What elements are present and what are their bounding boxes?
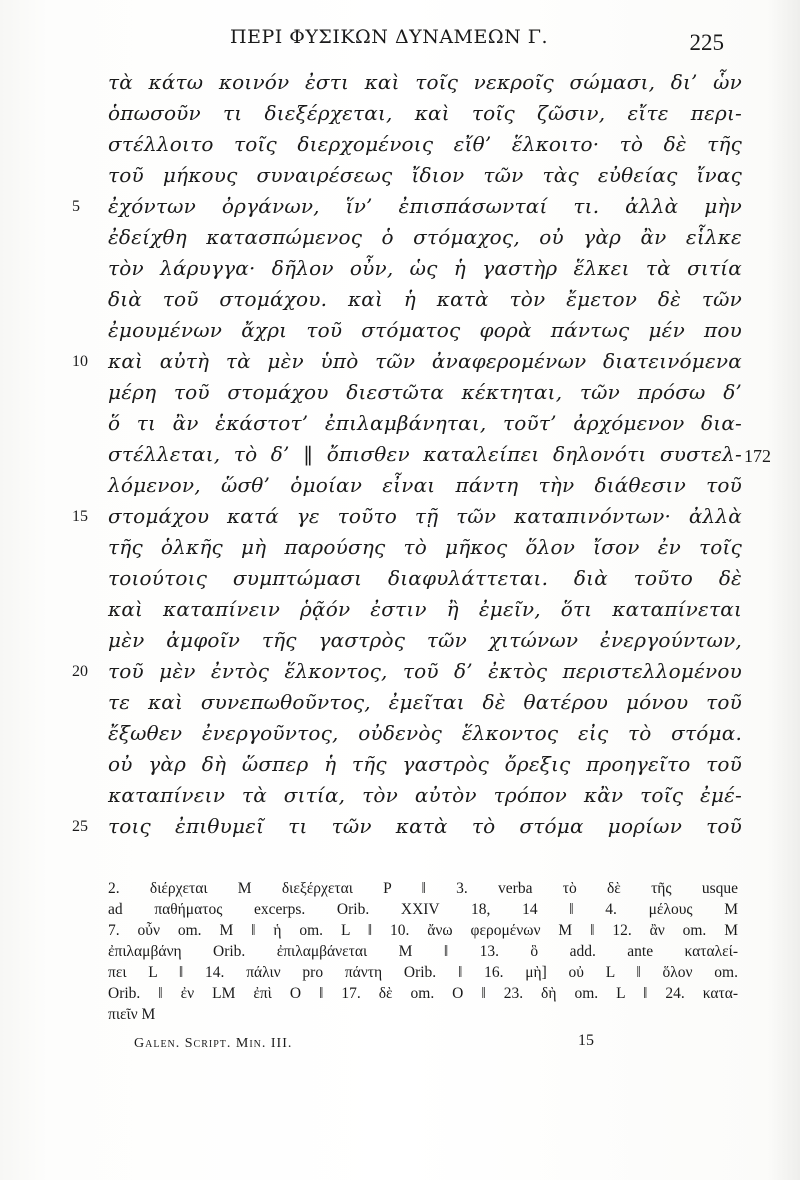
apparatus-line: 7. οὖν om. M ‖ ἡ om. L ‖ 10. ἄνω φερομένων M ‖ 12. ἂν om. M xyxy=(108,922,738,939)
text-line: τὰ κάτω κοινόν ἐστι καὶ τοῖς νεκροῖς σώμασι, δι’ ὧν xyxy=(108,70,742,94)
page-number: 225 xyxy=(689,30,724,55)
text-line: τῆς ὁλκῆς μὴ παρούσης τὸ μῆκος ὅλον ἴσον ἐν τοῖς xyxy=(108,535,742,559)
apparatus-line: πει L ‖ 14. πάλιν pro πάντη Orib. ‖ 16. μὴ] οὐ L ‖ ὅλον om. xyxy=(108,964,738,981)
text-line: μέρη τοῦ στομάχου διεστῶτα κέκτηται, τῶν πρόσω δ’ xyxy=(108,380,742,404)
text-line: ἐχόντων ὀργάνων, ἵν’ ἐπισπάσωνταί τι. ἀλλὰ μὴν xyxy=(108,194,742,218)
text-line: διὰ τοῦ στομάχου. καὶ ἡ κατὰ τὸν ἔμετον δὲ τῶν xyxy=(108,287,742,311)
apparatus-line: ad παθήματος excerps. Orib. XXIV 18, 14 ‖ 4. μέλους M xyxy=(108,901,738,918)
line-number: 15 xyxy=(72,508,88,525)
text-line: τε καὶ συνεπωθοῦντος, ἐμεῖται δὲ θατέρου μόνου τοῦ xyxy=(108,690,742,714)
line-number: 25 xyxy=(72,818,88,835)
text-line: στέλλεται, τὸ δ’ ‖ ὄπισθεν καταλείπει δηλονότι συστελ- xyxy=(108,442,742,466)
text-line: οὐ γὰρ δὴ ὥσπερ ἡ τῆς γαστρὸς ὄρεξις προηγεῖτο τοῦ xyxy=(108,752,742,776)
text-line: λόμενον, ὥσθ’ ὁμοίαν εἶναι πάντη τὴν διάθεσιν τοῦ xyxy=(108,473,742,497)
running-head: ΠΕΡΙ ΦΥΣΙΚΩΝ ΔΥΝΑΜΕΩΝ Γ. xyxy=(230,26,549,48)
apparatus-line: 2. διέρχεται M διεξέρχεται P ‖ 3. verba τὸ δὲ τῆς usque xyxy=(108,880,738,897)
apparatus-line: πιεῖν M xyxy=(108,1006,156,1023)
apparatus-line: Orib. ‖ ἐν LM ἐπὶ O ‖ 17. δὲ om. O ‖ 23. δὴ om. L ‖ 24. κατα- xyxy=(108,985,738,1002)
text-line: στομάχου κατά γε τοῦτο τῇ τῶν καταπινόντων· ἀλλὰ xyxy=(108,504,742,528)
line-number: 5 xyxy=(72,198,80,215)
text-line: ἐδείχθη κατασπώμενος ὁ στόμαχος, οὐ γὰρ ἂν εἷλκε xyxy=(108,225,742,249)
text-line: καταπίνειν τὰ σιτία, τὸν αὐτὸν τρόπον κἂν τοῖς ἐμέ- xyxy=(108,783,742,807)
text-line: ἐμουμένων ἄχρι τοῦ στόματος φορὰ πάντως μέν που xyxy=(108,318,742,342)
text-line: τὸν λάρυγγα· δῆλον οὖν, ὡς ἡ γαστὴρ ἕλκει τὰ σιτία xyxy=(108,256,742,280)
text-line: τοις ἐπιθυμεῖ τι τῶν κατὰ τὸ στόμα μορίων τοῦ xyxy=(108,814,742,838)
text-line: ὅ τι ἂν ἑκάστοτ’ ἐπιλαμβάνηται, τοῦτ’ ἀρχόμενον δια- xyxy=(108,411,742,435)
text-line: τοῦ μὲν ἐντὸς ἕλκοντος, τοῦ δ’ ἐκτὸς περιστελλομένου xyxy=(108,659,742,683)
text-line: μὲν ἀμφοῖν τῆς γαστρὸς τῶν χιτώνων ἐνεργούντων, xyxy=(108,628,742,652)
line-number: 10 xyxy=(72,353,88,370)
line-number: 20 xyxy=(72,663,88,680)
text-line: ἔξωθεν ἐνεργοῦντος, οὐδενὸς ἕλκοντος εἰς τὸ στόμα. xyxy=(108,721,742,745)
signature-title: Galen. Script. Min. III. xyxy=(134,1036,293,1051)
text-line: τοιούτοις συμπτώμασι διαφυλάττεται. διὰ τοῦτο δὲ xyxy=(108,566,742,590)
apparatus-line: ἐπιλαμβάνη Orib. ἐπιλαμβάνεται M ‖ 13. ὃ add. ante καταλεί- xyxy=(108,943,738,960)
signature-number: 15 xyxy=(578,1032,594,1049)
text-line: τοῦ μήκους συναιρέσεως ἴδιον τῶν τὰς εὐθείας ἴνας xyxy=(108,163,742,187)
text-line: καὶ αὐτὴ τὰ μὲν ὑπὸ τῶν ἀναφερομένων διατεινόμενα xyxy=(108,349,742,373)
text-line: στέλλοιτο τοῖς διερχομένοις εἴθ’ ἕλκοιτο· τὸ δὲ τῆς xyxy=(108,132,742,156)
text-line: ὁπωσοῦν τι διεξέρχεται, καὶ τοῖς ζῶσιν, εἴτε περι- xyxy=(108,101,742,125)
margin-reference: 172 xyxy=(744,446,771,466)
text-line: καὶ καταπίνειν ῥᾷόν ἐστιν ἢ ἐμεῖν, ὅτι καταπίνεται xyxy=(108,597,742,621)
